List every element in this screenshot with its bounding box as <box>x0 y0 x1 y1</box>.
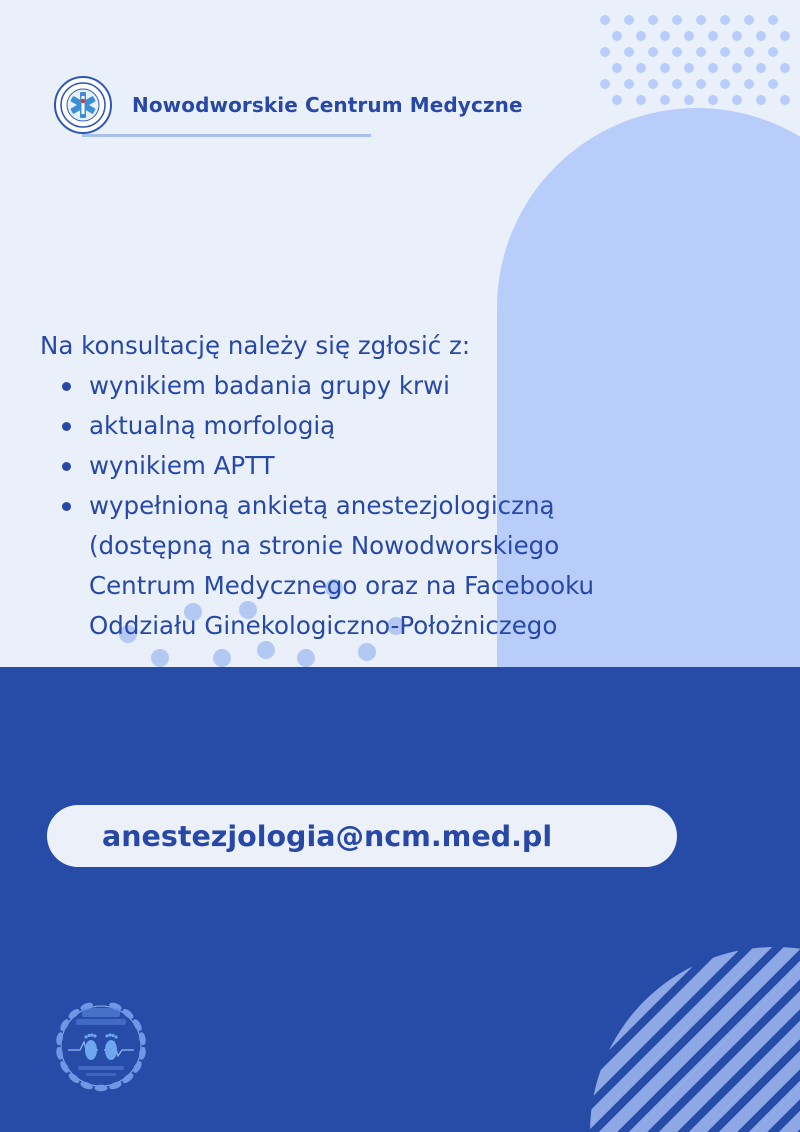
laurel-leaf <box>121 1072 135 1085</box>
bullet-icon <box>62 422 71 431</box>
medical-star-of-life-icon <box>54 76 112 134</box>
requirements-list <box>62 366 740 646</box>
laurel-leaf <box>67 1072 81 1085</box>
decor-stripe <box>360 930 630 1132</box>
email-pill[interactable] <box>47 805 677 867</box>
decor-stripe <box>300 930 570 1132</box>
email-link[interactable]: anestezjologia@ncm.med.pl <box>102 819 553 853</box>
list-item-text-line: Centrum Medycznego oraz na Facebooku <box>89 571 595 600</box>
header <box>54 76 523 134</box>
requirements-intro: Na konsultację należy się zgłosić z: <box>40 331 471 360</box>
requirements-section <box>40 326 740 646</box>
list-item <box>62 446 740 486</box>
maternity-department-feet-laurel-icon <box>46 994 156 1098</box>
bullet-icon <box>62 462 71 471</box>
bullet-icon <box>62 502 71 511</box>
list-item-text: aktualną morfologią <box>89 411 336 440</box>
bullet-icon <box>62 382 71 391</box>
list-item-text-line: wypełnioną ankietą anestezjologiczną <box>89 491 555 520</box>
list-item-text-line: (dostępną na stronie Nowodworskiego <box>89 531 560 560</box>
decor-stripe <box>390 930 660 1132</box>
laurel-leaf <box>79 1080 93 1090</box>
laurel-leaf <box>108 1080 122 1090</box>
list-item-text: wynikiem badania grupy krwi <box>89 371 450 400</box>
list-item <box>62 406 740 446</box>
list-item-text: wynikiem APTT <box>89 451 275 480</box>
header-title: Nowodworskie Centrum Medyczne <box>132 93 523 117</box>
list-item <box>62 486 740 646</box>
laurel-leaf <box>121 1007 135 1020</box>
laurel-leaf <box>67 1007 81 1020</box>
list-item <box>62 366 740 406</box>
decor-stripe <box>330 930 600 1132</box>
laurel-leaf <box>95 1085 108 1091</box>
header-divider <box>82 134 371 137</box>
list-item-text-line: Oddziału Ginekologiczno-Położniczego <box>89 611 558 640</box>
